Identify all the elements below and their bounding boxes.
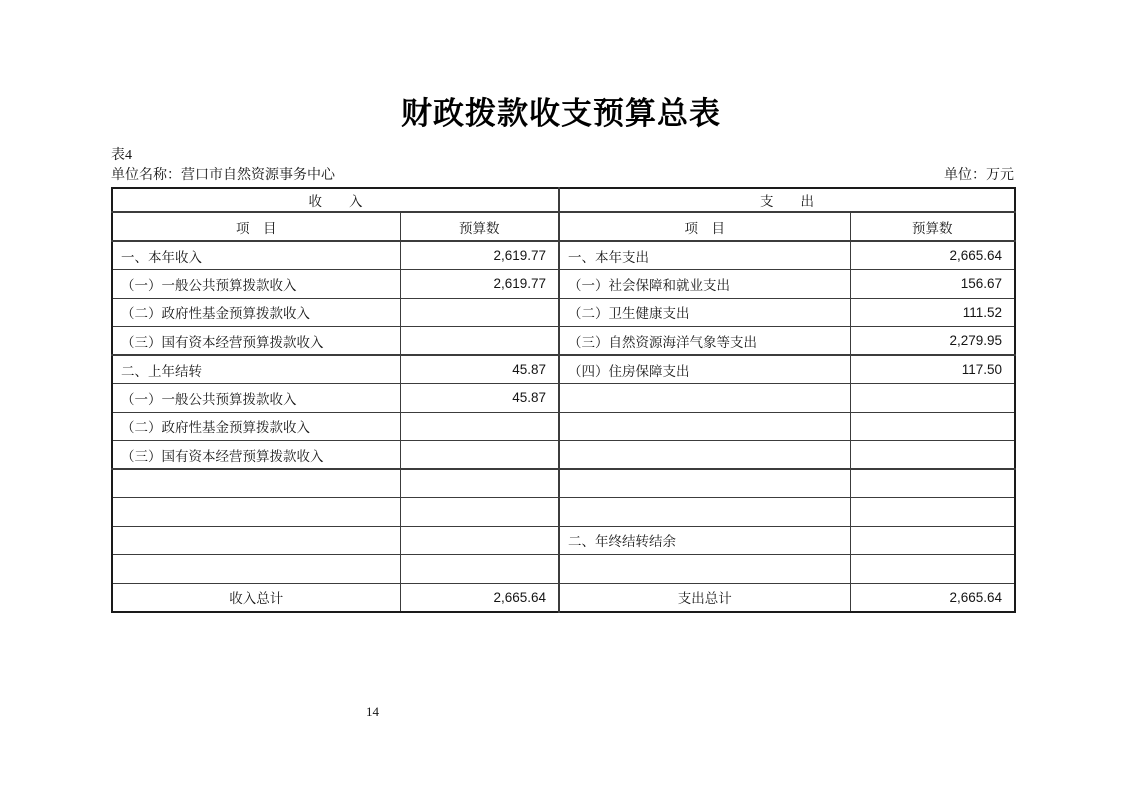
income-item-cell <box>112 469 400 498</box>
table-row <box>112 412 1015 441</box>
expenditure-value-cell <box>850 498 1015 527</box>
income-value-cell <box>400 412 559 441</box>
income-section-header: 收 入 <box>112 188 559 212</box>
table-row <box>112 355 1015 384</box>
expenditure-item-cell: （四）住房保障支出 <box>559 355 850 384</box>
total-row <box>112 583 1015 612</box>
expenditure-section-header: 支 出 <box>559 188 1015 212</box>
column-header-row <box>112 212 1015 241</box>
page-title: 财政拨款收支预算总表 <box>401 96 721 131</box>
expenditure-item-cell: 一、本年支出 <box>559 241 850 270</box>
unit-of-measure: 单位：万元 <box>944 168 1014 183</box>
income-item-cell <box>112 498 400 527</box>
expenditure-value-cell: 2,665.64 <box>850 241 1015 270</box>
expenditure-value-cell: 111.52 <box>850 298 1015 327</box>
page-number: 14 <box>366 704 379 719</box>
expenditure-item-cell: （二）卫生健康支出 <box>559 298 850 327</box>
table-row <box>112 327 1015 356</box>
income-value-cell: 45.87 <box>400 355 559 384</box>
expenditure-total-label: 支出总计 <box>559 583 850 612</box>
table-row <box>112 298 1015 327</box>
expenditure-value-cell <box>850 384 1015 413</box>
income-value-cell: 2,619.77 <box>400 241 559 270</box>
income-item-cell: （一）一般公共预算拨款收入 <box>112 270 400 299</box>
expenditure-value-cell: 156.67 <box>850 270 1015 299</box>
expenditure-item-cell <box>559 412 850 441</box>
table-row <box>112 526 1015 555</box>
expenditure-budget-header: 预算数 <box>850 212 1015 241</box>
income-item-cell <box>112 526 400 555</box>
expenditure-value-cell: 2,279.95 <box>850 327 1015 356</box>
expenditure-item-cell: 二、年终结转结余 <box>559 526 850 555</box>
table-row <box>112 441 1015 470</box>
expenditure-item-cell <box>559 469 850 498</box>
table-row <box>112 270 1015 299</box>
income-item-cell: （一）一般公共预算拨款收入 <box>112 384 400 413</box>
table-row <box>112 241 1015 270</box>
income-item-cell <box>112 555 400 584</box>
expenditure-value-cell <box>850 526 1015 555</box>
table-row <box>112 498 1015 527</box>
expenditure-item-cell <box>559 555 850 584</box>
income-item-cell: 二、上年结转 <box>112 355 400 384</box>
income-value-cell <box>400 298 559 327</box>
income-total-label: 收入总计 <box>112 583 400 612</box>
income-value-cell <box>400 469 559 498</box>
income-value-cell: 2,619.77 <box>400 270 559 299</box>
income-item-cell: （二）政府性基金预算拨款收入 <box>112 412 400 441</box>
expenditure-value-cell <box>850 441 1015 470</box>
expenditure-value-cell <box>850 469 1015 498</box>
expenditure-value-cell: 117.50 <box>850 355 1015 384</box>
expenditure-total-value: 2,665.64 <box>850 583 1015 612</box>
income-value-cell: 45.87 <box>400 384 559 413</box>
unit-name: 单位名称：营口市自然资源事务中心 <box>111 168 335 183</box>
table-row <box>112 469 1015 498</box>
expenditure-item-cell <box>559 498 850 527</box>
expenditure-value-cell <box>850 412 1015 441</box>
income-value-cell <box>400 555 559 584</box>
income-item-header: 项 目 <box>112 212 400 241</box>
income-item-cell: （二）政府性基金预算拨款收入 <box>112 298 400 327</box>
income-item-cell: （三）国有资本经营预算拨款收入 <box>112 327 400 356</box>
income-value-cell <box>400 327 559 356</box>
expenditure-item-cell <box>559 384 850 413</box>
income-total-value: 2,665.64 <box>400 583 559 612</box>
income-value-cell <box>400 498 559 527</box>
expenditure-item-cell: （一）社会保障和就业支出 <box>559 270 850 299</box>
income-item-cell: 一、本年收入 <box>112 241 400 270</box>
income-value-cell <box>400 441 559 470</box>
expenditure-item-header: 项 目 <box>559 212 850 241</box>
expenditure-item-cell: （三）自然资源海洋气象等支出 <box>559 327 850 356</box>
table-label: 表4 <box>111 148 132 163</box>
expenditure-item-cell <box>559 441 850 470</box>
section-header-row <box>112 188 1015 212</box>
table-row <box>112 555 1015 584</box>
income-value-cell <box>400 526 559 555</box>
income-budget-header: 预算数 <box>400 212 559 241</box>
table-row <box>112 384 1015 413</box>
expenditure-value-cell <box>850 555 1015 584</box>
income-item-cell: （三）国有资本经营预算拨款收入 <box>112 441 400 470</box>
budget-table <box>111 187 1016 613</box>
unit-info-row <box>111 164 1014 184</box>
